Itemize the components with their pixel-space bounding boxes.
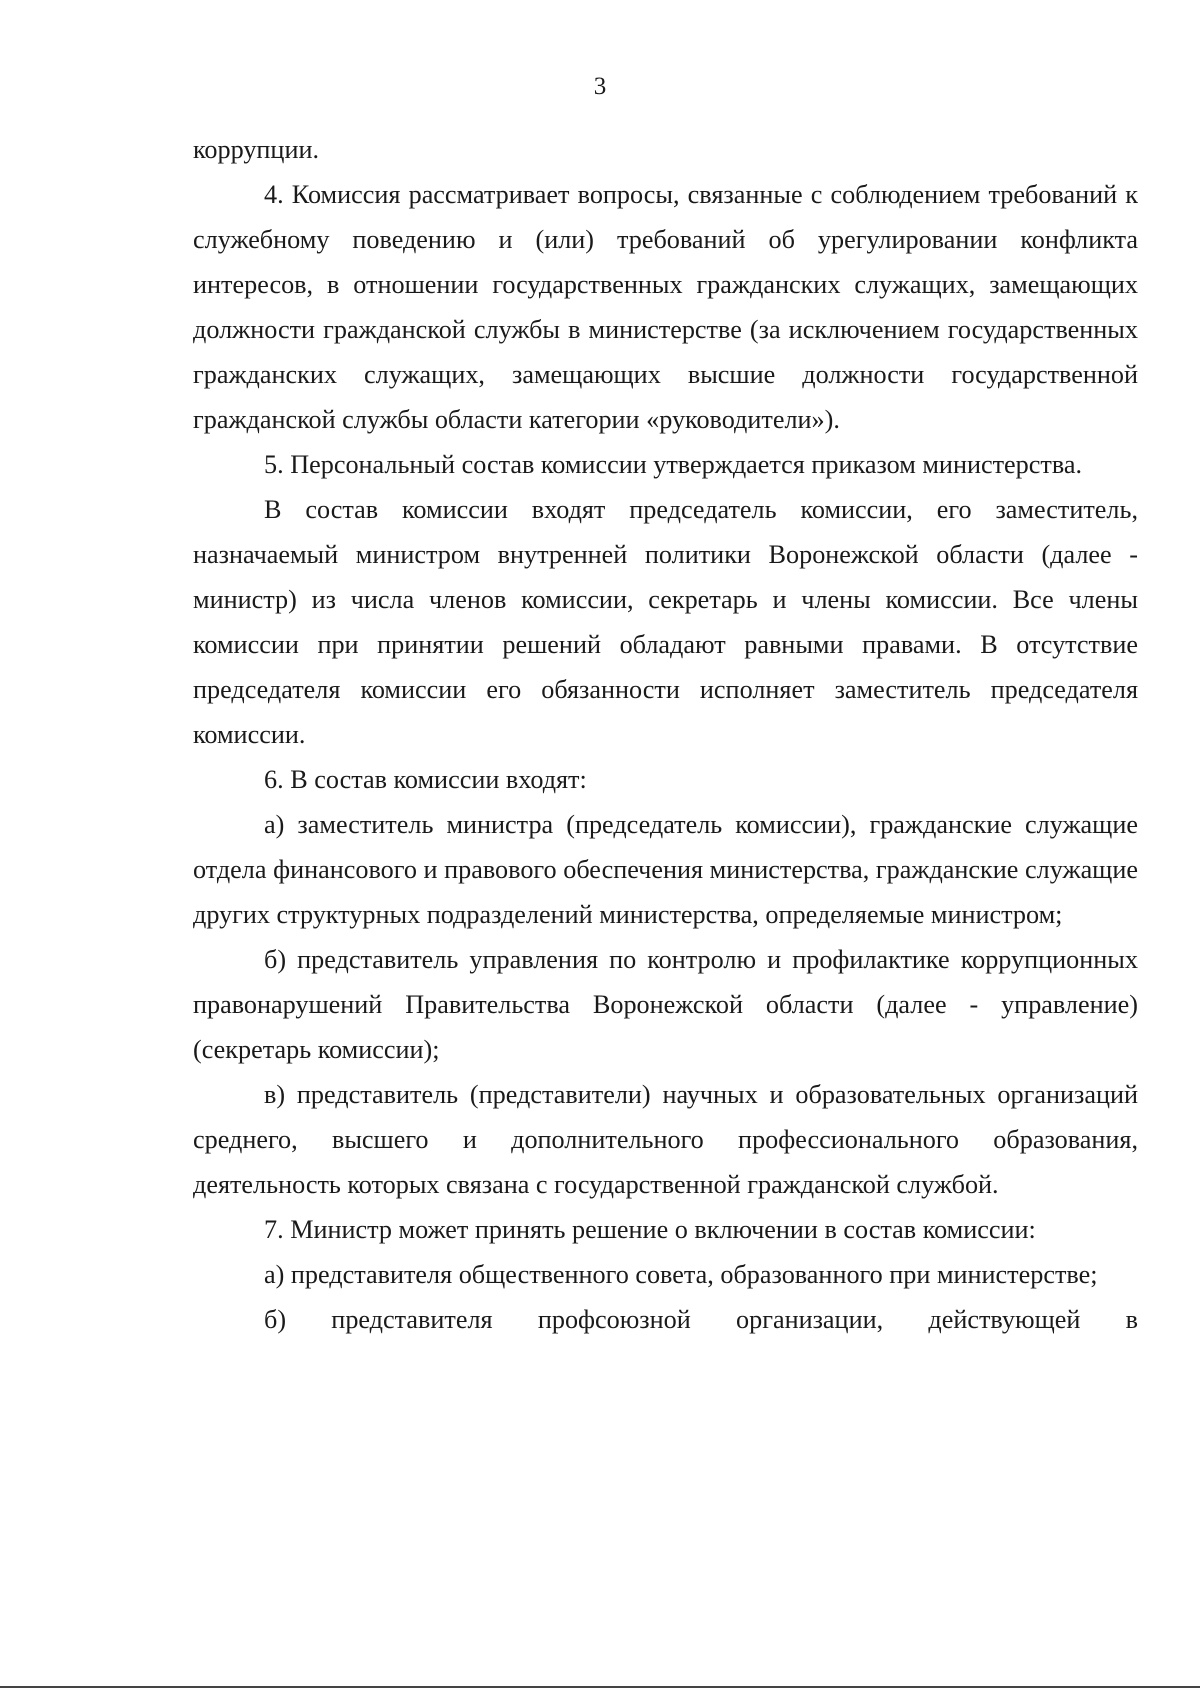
document-body: [193, 127, 1138, 1342]
page-bottom-rule: [0, 1686, 1200, 1688]
paragraph-item-6: 6. В состав комиссии входят:: [264, 765, 587, 794]
paragraph-item-5: 5. Персональный состав комиссии утверждается приказом министерства.: [264, 450, 1083, 479]
paragraph-composition: В состав комиссии входят председатель комиссии, его заместитель, назначаемый министром внутренней политики Воронежской области (далее - министр) из числа членов комиссии, секретарь и члены комиссии. Все члены комиссии при принятии решений обладают равными правами. В отсутствие председателя комиссии его обязанности исполняет заместитель председателя комиссии.: [193, 495, 1138, 749]
paragraph-item-4: 4. Комиссия рассматривает вопросы, связанные с соблюдением требований к служебному поведению и (или) требований об урегулировании конфликта интересов, в отношении государственных гражданских служащих, замещающих должности гражданской службы в министерстве (за исключением государственных гражданских служащих, замещающих высшие должности государственной гражданской службы области категории «руководители»).: [193, 180, 1138, 434]
page-number: 3: [593, 73, 607, 100]
paragraph-item-7b: б) представителя профсоюзной организации, действующей в: [264, 1305, 1138, 1334]
paragraph-item-6a: а) заместитель министра (председатель комиссии), гражданские служащие отдела финансового и правового обеспечения министерства, гражданские служащие других структурных подразделений министерства, определяемые министром;: [193, 810, 1138, 929]
paragraph-item-6b: б) представитель управления по контролю и профилактике коррупционных правонарушений Правительства Воронежской области (далее - управление) (секретарь комиссии);: [193, 945, 1138, 1064]
paragraph-item-7a: а) представителя общественного совета, образованного при министерстве;: [264, 1260, 1098, 1289]
paragraph-continuation: коррупции.: [193, 135, 320, 164]
paragraph-item-6v: в) представитель (представители) научных и образовательных организаций среднего, высшего и дополнительного профессионального образования, деятельность которых связана с государственной гражданской службой.: [193, 1080, 1138, 1199]
paragraph-item-7: 7. Министр может принять решение о включении в состав комиссии:: [264, 1215, 1036, 1244]
